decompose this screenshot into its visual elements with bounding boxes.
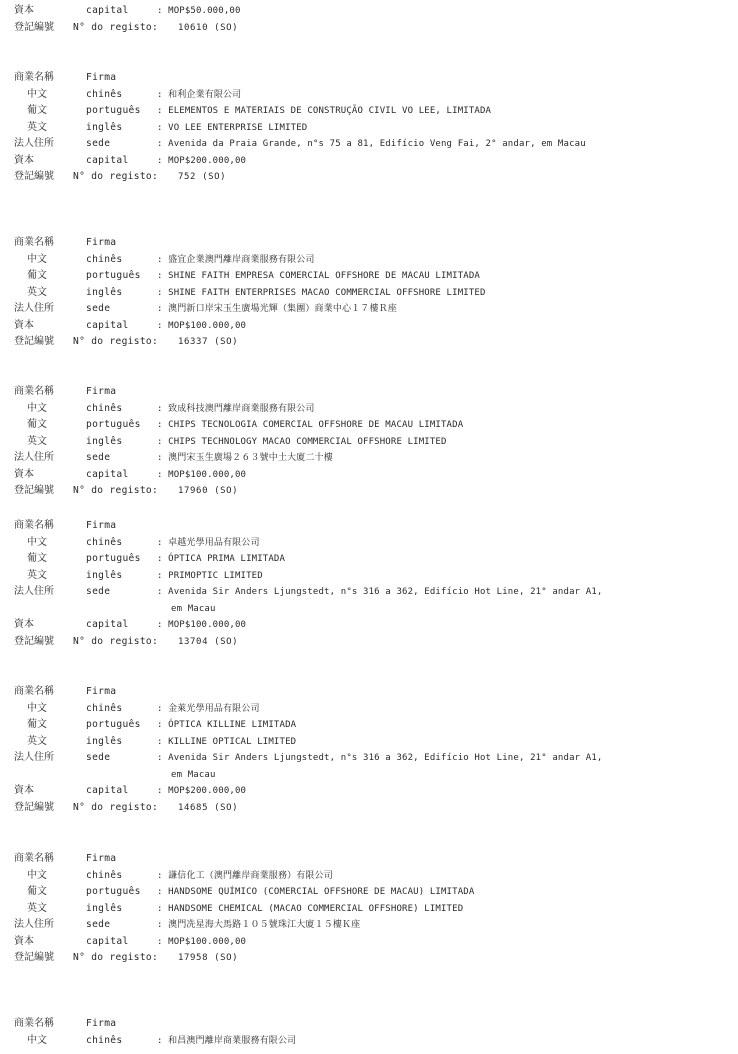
chinese-field-label: 法人住所 bbox=[14, 586, 54, 597]
portuguese-field-label: capital bbox=[86, 619, 129, 630]
field-value: : MOP$100.000,00 bbox=[157, 320, 247, 331]
field-value: em Macau bbox=[171, 603, 216, 614]
portuguese-field-label: N° do registo: bbox=[73, 171, 159, 182]
chinese-field-label: 葡文 bbox=[27, 419, 47, 430]
chinese-field-label: 中文 bbox=[27, 402, 47, 414]
portuguese-field-label: inglês bbox=[86, 286, 123, 298]
field-value: : CHIPS TECNOLOGIA COMERCIAL OFFSHORE DE MACAU LIMITADA bbox=[157, 420, 464, 430]
portuguese-field-label: capital bbox=[86, 785, 129, 796]
portuguese-field-label: chinês bbox=[86, 536, 123, 548]
field-value: : MOP$200.000,00 bbox=[157, 155, 247, 166]
chinese-field-label: 資本 bbox=[14, 154, 34, 166]
chinese-field-label: 法人住所 bbox=[14, 303, 54, 314]
chinese-field-label: 資本 bbox=[14, 468, 34, 480]
field-value: : KILLINE OPTICAL LIMITED bbox=[157, 736, 297, 747]
chinese-field-label: 英文 bbox=[27, 902, 47, 914]
portuguese-field-label: português bbox=[86, 105, 141, 116]
field-value: : CHIPS TECHNOLOGY MACAO COMMERCIAL OFFSHORE LIMITED bbox=[157, 436, 447, 447]
portuguese-field-label: português bbox=[86, 886, 141, 897]
portuguese-field-label: sede bbox=[86, 138, 111, 149]
field-value: : ÓPTICA KILLINE LIMITADA bbox=[157, 720, 297, 730]
chinese-field-label: 資本 bbox=[14, 619, 34, 630]
portuguese-field-label: chinês bbox=[86, 253, 123, 265]
chinese-field-label: 登記編號 bbox=[14, 485, 54, 496]
registration-number: 14685 (SO) bbox=[178, 802, 239, 813]
chinese-field-label: 商業名稱 bbox=[14, 853, 54, 864]
field-value: : Avenida Sir Anders Ljungstedt, n°s 316 a 362, Edifício Hot Line, 21° andar A1, bbox=[157, 753, 603, 763]
portuguese-field-label: chinês bbox=[86, 702, 123, 714]
field-value: : 致成科技澳門離岸商業服務有限公司 bbox=[157, 403, 315, 414]
portuguese-field-label: sede bbox=[86, 303, 111, 314]
portuguese-field-label: português bbox=[86, 419, 141, 430]
field-value: : 澳門新口岸宋玉生廣場光輝（集團）商業中心１７樓Ｒ座 bbox=[157, 304, 397, 314]
portuguese-field-label: português bbox=[86, 719, 141, 730]
field-value: : VO LEE ENTERPRISE LIMITED bbox=[157, 122, 308, 133]
chinese-field-label: 商業名稱 bbox=[14, 237, 54, 248]
portuguese-field-label: chinês bbox=[86, 88, 123, 100]
field-value: em Macau bbox=[171, 769, 216, 780]
field-value: : ÓPTICA PRIMA LIMITADA bbox=[157, 554, 286, 564]
portuguese-field-label: inglês bbox=[86, 735, 123, 747]
chinese-field-label: 中文 bbox=[27, 253, 47, 265]
portuguese-field-label: sede bbox=[86, 452, 111, 463]
chinese-field-label: 葡文 bbox=[27, 270, 47, 281]
chinese-field-label: 商業名稱 bbox=[14, 1018, 54, 1029]
field-value: : ELEMENTOS E MATERIAIS DE CONSTRUÇÃO CIVIL VO LEE, LIMITADA bbox=[157, 106, 492, 116]
field-value: : HANDSOME QUÍMICO (COMERCIAL OFFSHORE DE MACAU) LIMITADA bbox=[157, 887, 475, 897]
chinese-field-label: 法人住所 bbox=[14, 919, 54, 930]
field-value: : SHINE FAITH EMPRESA COMERCIAL OFFSHORE DE MACAU LIMITADA bbox=[157, 271, 480, 281]
field-value: : MOP$200.000,00 bbox=[157, 786, 247, 796]
registration-number: 16337 (SO) bbox=[178, 337, 239, 347]
field-value: : Avenida da Praia Grande, n°s 75 a 81, Edifício Veng Fai, 2° andar, em Macau bbox=[157, 139, 586, 149]
portuguese-field-label: Firma bbox=[86, 686, 117, 697]
chinese-field-label: 商業名稱 bbox=[14, 520, 54, 531]
portuguese-field-label: capital bbox=[86, 935, 129, 947]
field-value: : 澳門宋玉生廣場２６３號中土大廈二十樓 bbox=[157, 453, 333, 463]
portuguese-field-label: N° do registo: bbox=[73, 801, 159, 813]
chinese-field-label: 法人住所 bbox=[14, 138, 54, 149]
registration-number: 10610 (SO) bbox=[178, 22, 239, 33]
registration-number: 17960 (SO) bbox=[178, 486, 239, 496]
chinese-field-label: 英文 bbox=[27, 569, 47, 581]
chinese-field-label: 英文 bbox=[27, 435, 47, 447]
portuguese-field-label: sede bbox=[86, 586, 111, 597]
portuguese-field-label: chinês bbox=[86, 869, 123, 881]
field-value: : MOP$100.000,00 bbox=[157, 620, 247, 630]
chinese-field-label: 資本 bbox=[14, 785, 34, 796]
portuguese-field-label: Firma bbox=[86, 237, 117, 248]
chinese-field-label: 資本 bbox=[14, 935, 34, 947]
portuguese-field-label: inglês bbox=[86, 569, 123, 581]
portuguese-field-label: N° do registo: bbox=[73, 952, 159, 963]
portuguese-field-label: português bbox=[86, 270, 141, 281]
portuguese-field-label: inglês bbox=[86, 902, 123, 914]
portuguese-field-label: português bbox=[86, 553, 141, 564]
chinese-field-label: 中文 bbox=[27, 702, 47, 714]
chinese-field-label: 登記編號 bbox=[14, 635, 54, 647]
chinese-field-label: 英文 bbox=[27, 735, 47, 747]
field-value: : MOP$100.000,00 bbox=[157, 469, 247, 480]
field-value: : 卓越光學用品有限公司 bbox=[157, 537, 260, 548]
portuguese-field-label: capital bbox=[86, 154, 129, 166]
field-value: : 和昌澳門離岸商業服務有限公司 bbox=[157, 1035, 297, 1046]
registration-number: 13704 (SO) bbox=[178, 636, 239, 647]
portuguese-field-label: N° do registo: bbox=[73, 485, 159, 496]
portuguese-field-label: Firma bbox=[86, 853, 117, 864]
registration-number: 17958 (SO) bbox=[178, 953, 239, 963]
portuguese-field-label: Firma bbox=[86, 520, 117, 531]
chinese-field-label: 葡文 bbox=[27, 105, 47, 116]
chinese-field-label: 商業名稱 bbox=[14, 72, 54, 83]
field-value: : SHINE FAITH ENTERPRISES MACAO COMMERCIAL OFFSHORE LIMITED bbox=[157, 287, 486, 298]
portuguese-field-label: capital bbox=[86, 5, 129, 16]
field-value: : 金萊光學用品有限公司 bbox=[157, 703, 260, 714]
field-value: : PRIMOPTIC LIMITED bbox=[157, 570, 263, 581]
portuguese-field-label: Firma bbox=[86, 1018, 117, 1029]
chinese-field-label: 商業名稱 bbox=[14, 686, 54, 697]
chinese-field-label: 中文 bbox=[27, 536, 47, 548]
portuguese-field-label: inglês bbox=[86, 121, 123, 133]
chinese-field-label: 中文 bbox=[27, 88, 47, 100]
portuguese-field-label: N° do registo: bbox=[73, 21, 159, 33]
chinese-field-label: 法人住所 bbox=[14, 752, 54, 763]
field-value: : 和利企業有限公司 bbox=[157, 89, 242, 100]
chinese-field-label: 登記編號 bbox=[14, 952, 54, 963]
chinese-field-label: 法人住所 bbox=[14, 452, 54, 463]
chinese-field-label: 中文 bbox=[27, 869, 47, 881]
portuguese-field-label: Firma bbox=[86, 72, 117, 83]
portuguese-field-label: sede bbox=[86, 752, 111, 763]
chinese-field-label: 登記編號 bbox=[14, 801, 54, 813]
portuguese-field-label: chinês bbox=[86, 1034, 123, 1046]
field-value: : 謙信化工（澳門離岸商業服務）有限公司 bbox=[157, 870, 333, 881]
chinese-field-label: 資本 bbox=[14, 319, 34, 331]
portuguese-field-label: capital bbox=[86, 319, 129, 331]
chinese-field-label: 商業名稱 bbox=[14, 386, 54, 397]
field-value: : MOP$100.000,00 bbox=[157, 936, 247, 947]
chinese-field-label: 英文 bbox=[27, 121, 47, 133]
chinese-field-label: 葡文 bbox=[27, 886, 47, 897]
chinese-field-label: 資本 bbox=[14, 5, 34, 16]
field-value: : 盛宜企業澳門離岸商業服務有限公司 bbox=[157, 254, 315, 265]
portuguese-field-label: capital bbox=[86, 468, 129, 480]
chinese-field-label: 登記編號 bbox=[14, 171, 54, 182]
chinese-field-label: 中文 bbox=[27, 1034, 47, 1046]
field-value: : Avenida Sir Anders Ljungstedt, n°s 316 a 362, Edifício Hot Line, 21° andar A1, bbox=[157, 587, 603, 597]
chinese-field-label: 葡文 bbox=[27, 719, 47, 730]
chinese-field-label: 登記編號 bbox=[14, 336, 54, 347]
portuguese-field-label: chinês bbox=[86, 402, 123, 414]
portuguese-field-label: N° do registo: bbox=[73, 635, 159, 647]
field-value: : HANDSOME CHEMICAL (MACAO COMMERCIAL OFFSHORE) LIMITED bbox=[157, 903, 464, 914]
field-value: : MOP$50.000,00 bbox=[157, 6, 241, 16]
portuguese-field-label: inglês bbox=[86, 435, 123, 447]
chinese-field-label: 葡文 bbox=[27, 553, 47, 564]
field-value: : 澳門冼星海大馬路１０５號珠江大廈１５樓Ｋ座 bbox=[157, 920, 361, 930]
portuguese-field-label: sede bbox=[86, 919, 111, 930]
chinese-field-label: 英文 bbox=[27, 286, 47, 298]
registration-number: 752 (SO) bbox=[178, 172, 227, 182]
portuguese-field-label: Firma bbox=[86, 386, 117, 397]
chinese-field-label: 登記編號 bbox=[14, 21, 54, 33]
portuguese-field-label: N° do registo: bbox=[73, 336, 159, 347]
